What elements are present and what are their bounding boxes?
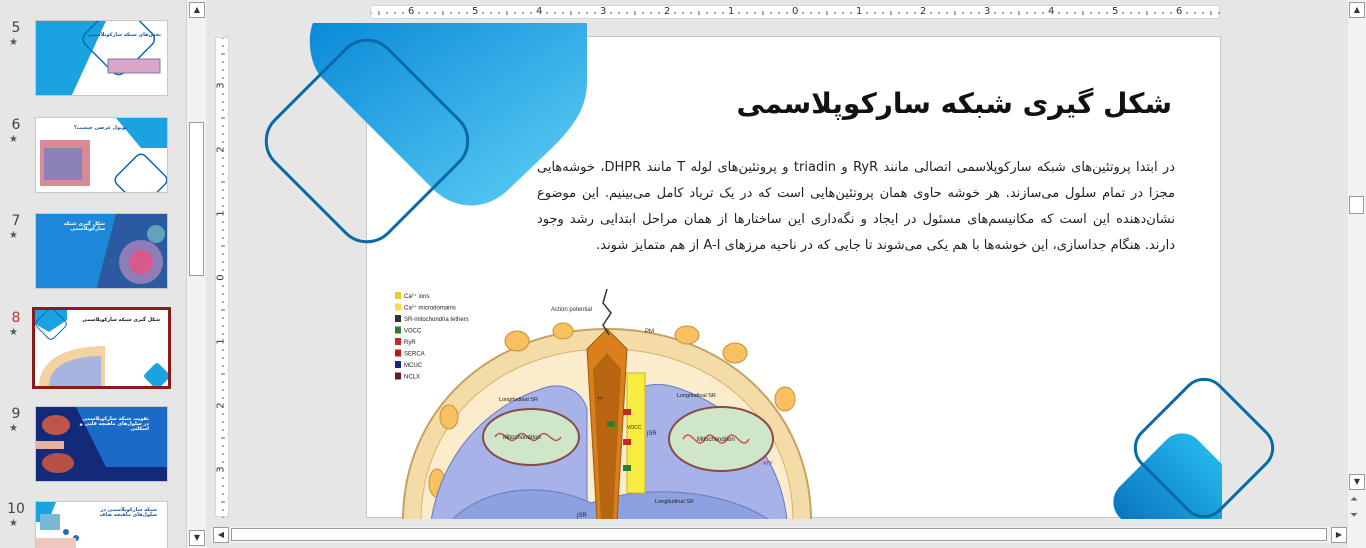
- thumbnail-image[interactable]: [35, 213, 168, 289]
- legend-swatch: [395, 350, 401, 357]
- editor-vertical-scrollbar[interactable]: [1348, 0, 1366, 548]
- thumbnail-title: توبول عرضی چیست؟: [73, 125, 127, 131]
- thumbnail-title: شبکه سارکوپلاسمی در سلول‌های ماهیچه صاف: [99, 507, 157, 518]
- editor-horizontal-scrollbar[interactable]: [211, 527, 1348, 543]
- thumbnail-slide-6[interactable]: [0, 117, 186, 197]
- animation-star-icon: ★: [9, 37, 18, 48]
- thumbnail-slide-8[interactable]: [0, 310, 186, 390]
- ruler-label: 2: [664, 6, 671, 17]
- thumbnail-image[interactable]: [35, 117, 168, 193]
- slide-number: 8: [11, 310, 21, 326]
- animation-star-icon: ★: [9, 518, 18, 529]
- animation-star-icon: ★: [9, 327, 18, 338]
- animation-star-icon: ★: [9, 423, 18, 434]
- thumbnail-title: تقویت شبکه سارکوپلاسمی در سلول‌های ماهیچه قلبی و اسکلتی: [79, 416, 149, 432]
- scrollbar-thumb[interactable]: [189, 122, 204, 276]
- scroll-up-icon[interactable]: ▲: [1349, 2, 1365, 18]
- legend-label: NCLX: [404, 374, 421, 381]
- label-pm: PM: [645, 329, 654, 335]
- slide-title[interactable]: شکل گیری شبکه سارکوپلاسمی: [736, 87, 1172, 120]
- slide-body-text[interactable]: در ابتدا پروتئین‌های شبکه سارکوپلاسمی اتصالی مانند RyR و triadin و پروتئین‌های لوله T مانند DHPR، خوشه‌هایی مجزا در تمام سلول می‌سازند. هر خوشه حاوی همان پروتئین‌هایی است که در یک ترياد کامل می‌بینیم. این موضوع نشان‌دهنده این است که مکانیسم‌های مسئول در ایجاد و نگه‌داری این ساختارها از همان مراحل ابتدایی رشد وجود دارند. هنگام جداسازی، این خوشه‌ها با هم یکی می‌شوند تا جایی که در ناحیه مرزهای A-I از هم متمایز شوند.: [537, 160, 1175, 253]
- scroll-down-icon[interactable]: ▼: [189, 530, 205, 546]
- ruler-label: 1: [728, 6, 735, 17]
- animation-star-icon: ★: [9, 230, 18, 241]
- ruler-label: 1: [215, 210, 227, 217]
- legend-label: MCUC: [404, 363, 422, 369]
- scrollbar-thumb[interactable]: [231, 528, 1327, 541]
- previous-slide-icon[interactable]: ⏶: [1350, 494, 1358, 505]
- corner-decoration-top: [257, 23, 597, 283]
- legend-label: Ca²⁺ ions: [404, 294, 430, 300]
- legend-label: RyR: [404, 340, 416, 346]
- label-tt: TT: [597, 397, 604, 403]
- legend-label: VOCC: [404, 328, 422, 335]
- ruler-label: 4: [536, 6, 543, 17]
- thumbnail-scrollbar[interactable]: [186, 0, 206, 548]
- thumbnail-image[interactable]: [32, 307, 171, 389]
- ruler-label: 6: [408, 6, 415, 17]
- slide-number: 7: [11, 213, 21, 229]
- ruler-label: 4: [1048, 6, 1055, 17]
- ruler-label: 6: [1176, 6, 1183, 17]
- legend-label: SERCA: [404, 351, 425, 358]
- sarcoplasmic-reticulum-diagram[interactable]: [391, 289, 823, 519]
- next-slide-icon[interactable]: ⏷: [1350, 510, 1358, 521]
- thumbnail-image[interactable]: [35, 501, 168, 548]
- legend-label: Ca²⁺ microdomains: [404, 305, 456, 312]
- thumbnail-image[interactable]: [35, 406, 168, 482]
- ruler-label: 2: [920, 6, 927, 17]
- legend-swatch: [395, 373, 401, 380]
- label-longitudinal-sr-left: Longitudinal SR: [499, 397, 538, 403]
- label-jsr-bottom: jSR: [577, 513, 587, 519]
- slide-canvas[interactable]: [366, 36, 1221, 518]
- ruler-label: 3: [984, 6, 991, 17]
- legend-swatch: [395, 338, 401, 345]
- ruler-label: 3: [215, 82, 227, 89]
- scroll-up-icon[interactable]: ▲: [189, 2, 205, 18]
- label-action-potential: Action potential: [551, 307, 593, 313]
- legend-swatch: [395, 304, 401, 311]
- ruler-label: 2: [215, 146, 227, 153]
- ruler-label: 1: [215, 338, 227, 345]
- thumbnail-slide-10[interactable]: [0, 501, 186, 548]
- label-longitudinal-sr-right: Longitudinal SR: [677, 393, 716, 399]
- scroll-right-icon[interactable]: ▶: [1331, 527, 1347, 543]
- ruler-label: 1: [856, 6, 863, 17]
- diagram-graphic: [391, 289, 823, 519]
- thumbnail-title: شکل گیری شبکه سارکوپلاسمی: [63, 221, 105, 232]
- slide-number: 5: [11, 20, 21, 36]
- ruler-label: 3: [215, 466, 227, 473]
- slide-thumbnail-panel: [0, 0, 186, 548]
- legend-swatch: [395, 292, 401, 299]
- horizontal-ruler[interactable]: [370, 5, 1220, 19]
- label-jsr-center: jSR: [647, 431, 657, 437]
- ruler-label: 0: [792, 6, 799, 17]
- slide-number: 6: [11, 117, 21, 133]
- ruler-label: 3: [600, 6, 607, 17]
- legend-swatch: [395, 361, 401, 368]
- ruler-label: 5: [472, 6, 479, 17]
- legend-swatch: [395, 327, 401, 334]
- ruler-label: 5: [1112, 6, 1119, 17]
- thumbnail-title: شکل گیری شبکه سارکوپلاسمی: [82, 317, 160, 323]
- legend-label: SR-mitochondria tethers: [404, 317, 469, 323]
- thumbnail-slide-5[interactable]: [0, 20, 186, 100]
- label-longitudinal-sr-bottom: Longitudinal SR: [655, 499, 694, 505]
- label-mitochondrion-left: Mitochondrion: [503, 435, 541, 441]
- label-atp: ATP: [763, 461, 773, 467]
- scroll-down-icon[interactable]: ▼: [1349, 474, 1365, 490]
- animation-star-icon: ★: [9, 134, 18, 145]
- vertical-ruler[interactable]: [215, 37, 229, 517]
- scroll-left-icon[interactable]: ◀: [213, 527, 229, 543]
- label-mitochondrion-right: Mitochondrion: [697, 437, 735, 443]
- slide-number: 10: [7, 501, 25, 517]
- ruler-label: 0: [215, 274, 227, 281]
- thumbnail-title: بخش‌های شبکه سارکوپلاسمی: [87, 32, 161, 38]
- thumbnail-slide-9[interactable]: [0, 406, 186, 486]
- editor-scrollbar-thumb[interactable]: [1349, 196, 1364, 214]
- thumbnail-slide-7[interactable]: [0, 213, 186, 293]
- ruler-label: 2: [215, 402, 227, 409]
- slide-number: 9: [11, 406, 21, 422]
- label-vocc: VOCC: [627, 425, 642, 431]
- thumbnail-image[interactable]: [35, 20, 168, 96]
- legend-swatch: [395, 315, 401, 322]
- corner-outline-bottom: [1119, 363, 1299, 543]
